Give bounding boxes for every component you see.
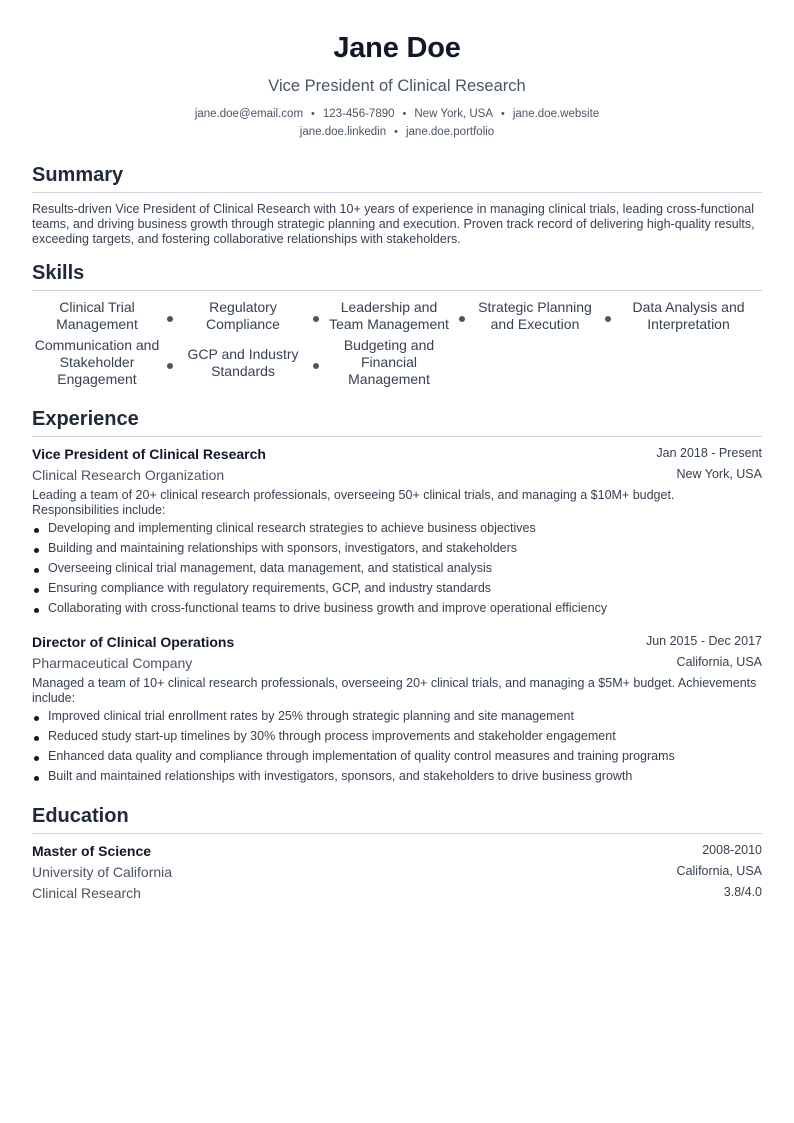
education-degree: Master of Science	[32, 843, 152, 859]
job-dates: Jun 2015 - Dec 2017	[645, 634, 762, 648]
bullet-icon	[34, 528, 39, 533]
skill-item: Strategic Planning and Execution	[478, 299, 592, 332]
candidate-name: Jane Doe	[333, 32, 461, 64]
skill-separator-dot	[167, 363, 173, 369]
separator-dot: •	[394, 126, 398, 138]
job-role: Director of Clinical Operations	[32, 634, 235, 650]
skill-item: GCP and Industry Standards	[187, 346, 299, 379]
education-dates: 2008-2010	[702, 843, 762, 857]
bullet-icon	[34, 776, 39, 781]
bullet-text: Improved clinical trial enrollment rates by 25% through strategic planning and site management	[48, 709, 574, 723]
list-item	[32, 540, 762, 560]
skills-divider	[32, 290, 762, 291]
job-company: Pharmaceutical Company	[32, 655, 193, 671]
education-field: Clinical Research	[32, 885, 141, 901]
skill-separator-dot	[605, 316, 611, 322]
bullet-text: Overseeing clinical trial management, data management, and statistical analysis	[48, 561, 492, 575]
bullet-icon	[34, 548, 39, 553]
summary-divider	[32, 192, 762, 193]
bullet-icon	[34, 756, 39, 761]
bullet-text: Developing and implementing clinical research strategies to achieve business objectives	[48, 521, 536, 535]
bullet-text: Building and maintaining relationships with sponsors, investigators, and stakeholders	[48, 541, 518, 555]
education-heading: Education	[32, 805, 129, 827]
skill-item: Data Analysis and Interpretation	[632, 299, 745, 332]
education-divider	[32, 833, 762, 834]
separator-dot: •	[402, 108, 407, 120]
job-role: Vice President of Clinical Research	[32, 446, 266, 462]
contact-phone[interactable]: 123-456-7890	[322, 108, 395, 120]
list-item	[32, 768, 762, 788]
job-location: New York, USA	[676, 467, 762, 481]
summary-heading: Summary	[32, 164, 124, 186]
education-school: University of California	[32, 864, 173, 880]
job-description: Managed a team of 10+ clinical research professionals, overseeing 20+ clinical trials, and managing a $5M+ budget. Achievements include:	[32, 676, 757, 705]
contact-line-2	[32, 126, 762, 138]
bullet-icon	[34, 588, 39, 593]
skill-separator-dot	[313, 363, 319, 369]
skill-item: Clinical Trial Management	[56, 299, 138, 332]
bullet-text: Built and maintained relationships with investigators, sponsors, and stakeholders to drive business growth	[48, 769, 633, 783]
education-gpa: 3.8/4.0	[723, 885, 762, 899]
list-item	[32, 600, 762, 620]
job-bullet-list	[32, 520, 762, 620]
skills-heading: Skills	[32, 262, 85, 284]
skill-separator-dot	[459, 316, 465, 322]
job-bullet-list	[32, 708, 762, 788]
job-location: California, USA	[676, 655, 762, 669]
list-item	[32, 748, 762, 768]
contact-website[interactable]: jane.doe.website	[512, 108, 600, 120]
separator-dot: •	[501, 108, 505, 120]
education-location: California, USA	[676, 864, 762, 878]
bullet-icon	[34, 716, 39, 721]
skill-separator-dot	[167, 316, 173, 322]
skill-separator-dot	[313, 316, 319, 322]
experience-divider	[32, 436, 762, 437]
experience-heading: Experience	[32, 408, 139, 430]
contact-location: New York, USA	[414, 108, 493, 120]
job-dates: Jan 2018 - Present	[656, 446, 762, 460]
bullet-text: Collaborating with cross-functional teams to drive business growth and improve operational efficiency	[48, 601, 608, 615]
summary-text: Results-driven Vice President of Clinical Research with 10+ years of experience in managing clinical trials, leading cross-functional teams, and driving business growth through strategic planning and execution. Proven track record of delivering high-quality results, exceeding targets, and fostering collaborative relationships with stakeholders.	[32, 202, 755, 246]
contact-email[interactable]: jane.doe@email.com	[194, 108, 304, 120]
bullet-text: Ensuring compliance with regulatory requirements, GCP, and industry standards	[48, 581, 492, 595]
skill-item: Leadership and Team Management	[329, 299, 449, 332]
bullet-text: Reduced study start-up timelines by 30% through process improvements and stakeholder engagement	[48, 729, 616, 743]
list-item	[32, 580, 762, 600]
bullet-text: Enhanced data quality and compliance through implementation of quality control measures and training programs	[48, 749, 675, 763]
skill-item: Communication and Stakeholder Engagement	[34, 337, 160, 387]
bullet-icon	[34, 568, 39, 573]
skill-item: Regulatory Compliance	[206, 299, 280, 332]
job-company: Clinical Research Organization	[32, 467, 225, 483]
contact-line-1	[32, 108, 762, 120]
skill-item: Budgeting and Financial Management	[343, 337, 435, 387]
bullet-icon	[34, 608, 39, 613]
job-description: Leading a team of 20+ clinical research professionals, overseeing 50+ clinical trials, and managing a $10M+ budget. Responsibilities include:	[32, 488, 675, 517]
list-item	[32, 520, 762, 540]
list-item	[32, 708, 762, 728]
contact-portfolio[interactable]: jane.doe.portfolio	[405, 126, 495, 138]
list-item	[32, 560, 762, 580]
bullet-icon	[34, 736, 39, 741]
candidate-title: Vice President of Clinical Research	[268, 77, 526, 95]
list-item	[32, 728, 762, 748]
separator-dot: •	[311, 108, 315, 120]
contact-linkedin[interactable]: jane.doe.linkedin	[299, 126, 387, 138]
